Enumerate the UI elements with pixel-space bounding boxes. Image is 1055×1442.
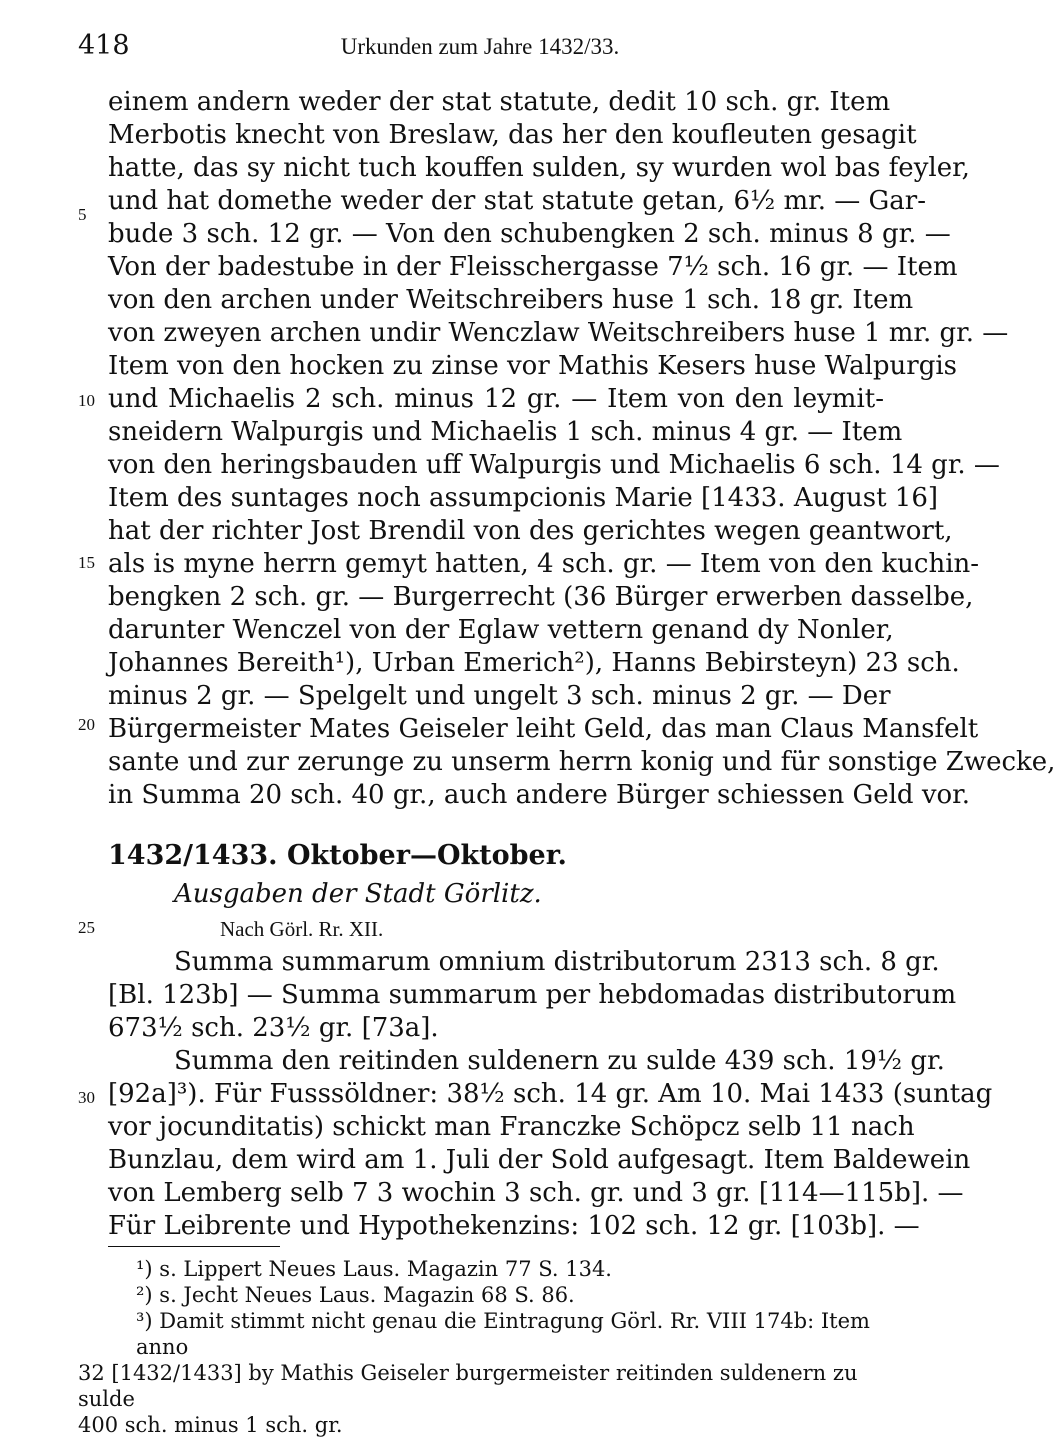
text-line: Von der badestube in der Fleisschergasse 7½ sch. 16 gr. — Item: [108, 252, 958, 282]
text-line: hat der richter Jost Brendil von des gerichtes wegen geantwort,: [108, 516, 953, 546]
text-line: Johannes Bereith¹), Urban Emerich²), Hanns Bebirsteyn) 23 sch.: [108, 648, 960, 678]
text-line: einem andern weder der stat statute, dedit 10 sch. gr. Item: [108, 87, 891, 117]
text-line: hatte, das sy nicht tuch kouffen sulden, sy wurden wol bas feyler,: [108, 153, 970, 183]
text-line: von den archen under Weitschreibers huse 1 sch. 18 gr. Item: [108, 285, 914, 315]
running-title: Urkunden zum Jahre 1432/33.: [340, 34, 620, 59]
footnote: ²) s. Jecht Neues Laus. Magazin 68 S. 86.: [136, 1283, 575, 1307]
text-line: Item des suntages noch assumpcionis Marie [1433. August 16]: [108, 483, 939, 513]
footnote: ³) Damit stimmt nicht genau die Eintragung Görl. Rr. VIII 174b: Item anno: [136, 1309, 870, 1359]
section-heading: 1432/1433. Oktober—Oktober.: [108, 840, 567, 871]
text-line: sneidern Walpurgis und Michaelis 1 sch. minus 4 gr. — Item: [108, 417, 903, 447]
text-line: von Lemberg selb 7 3 wochin 3 sch. gr. und 3 gr. [114—115b]. —: [108, 1178, 964, 1208]
text-line: in Summa 20 sch. 40 gr., auch andere Bürger schiessen Geld vor.: [108, 780, 971, 810]
text-line: und Michaelis 2 sch. minus 12 gr. — Item von den leymit-: [108, 384, 884, 414]
text-line: bengken 2 sch. gr. — Burgerrecht (36 Bürger erwerben dasselbe,: [108, 582, 974, 612]
text-line: sante und zur zerunge zu unserm herrn konig und für sonstige Zwecke,: [108, 747, 1055, 777]
footnote-divider: [108, 1246, 280, 1247]
text-line: als is myne herrn gemyt hatten, 4 sch. gr. — Item von den kuchin-: [108, 549, 980, 579]
text-line: Merbotis knecht von Breslaw, das her den koufleuten gesagit: [108, 120, 917, 150]
text-line: Bunzlau, dem wird am 1. Juli der Sold aufgesagt. Item Baldewein: [108, 1145, 971, 1175]
text-line: Bürgermeister Mates Geiseler leiht Geld, das man Claus Mansfelt: [108, 714, 979, 744]
section-block: [108, 836, 993, 1243]
text-line: 673½ sch. 23½ gr. [73a].: [108, 1013, 439, 1043]
text-line: von den heringsbauden uff Walpurgis und Michaelis 6 sch. 14 gr. —: [108, 450, 1000, 480]
text-line: Item von den hocken zu zinse vor Mathis Kesers huse Walpurgis: [108, 351, 958, 381]
line-number: 10: [78, 391, 95, 410]
section-subtitle: Ausgaben der Stadt Görlitz.: [174, 879, 542, 909]
footnote-continuation: 400 sch. minus 1 sch. gr.: [78, 1413, 343, 1437]
footnote: ¹) s. Lippert Neues Laus. Magazin 77 S. 134.: [136, 1257, 612, 1281]
footnotes: [78, 1256, 884, 1438]
text-line: vor jocunditatis) schickt man Franczke Schöpcz selb 11 nach: [108, 1112, 915, 1142]
line-number: 15: [78, 553, 95, 572]
text-line: [Bl. 123b] — Summa summarum per hebdomadas distributorum: [108, 980, 957, 1010]
text-line: Für Leibrente und Hypothekenzins: 102 sch. 12 gr. [103b]. —: [108, 1211, 920, 1241]
page-header: [0, 30, 960, 70]
text-line: minus 2 gr. — Spelgelt und ungelt 3 sch. minus 2 gr. — Der: [108, 681, 891, 711]
source-reference: Nach Görl. Rr. XII.: [220, 917, 384, 941]
line-number: 5: [78, 205, 87, 224]
page-number: 418: [78, 30, 130, 61]
text-line: [92a]³). Für Fusssöldner: 38½ sch. 14 gr. Am 10. Mai 1433 (suntag: [108, 1079, 993, 1109]
text-line: Summa den reitinden suldenern zu sulde 439 sch. 19½ gr.: [174, 1046, 945, 1076]
main-text-block: [108, 86, 1055, 812]
text-line: und hat domethe weder der stat statute getan, 6½ mr. — Gar-: [108, 186, 926, 216]
text-line: bude 3 sch. 12 gr. — Von den schubengken 2 sch. minus 8 gr. —: [108, 219, 951, 249]
text-line: darunter Wenczel von der Eglaw vettern genand dy Nonler,: [108, 615, 894, 645]
line-number: 30: [78, 1088, 95, 1107]
line-number: 25: [78, 918, 95, 937]
text-line: von zweyen archen undir Wenczlaw Weitschreibers huse 1 mr. gr. —: [108, 318, 1009, 348]
text-line: Summa summarum omnium distributorum 2313 sch. 8 gr.: [174, 947, 940, 977]
line-number: 20: [78, 715, 95, 734]
footnote-continuation: 32 [1432/1433] by Mathis Geiseler burgermeister reitinden suldenern zu sulde: [78, 1361, 858, 1411]
